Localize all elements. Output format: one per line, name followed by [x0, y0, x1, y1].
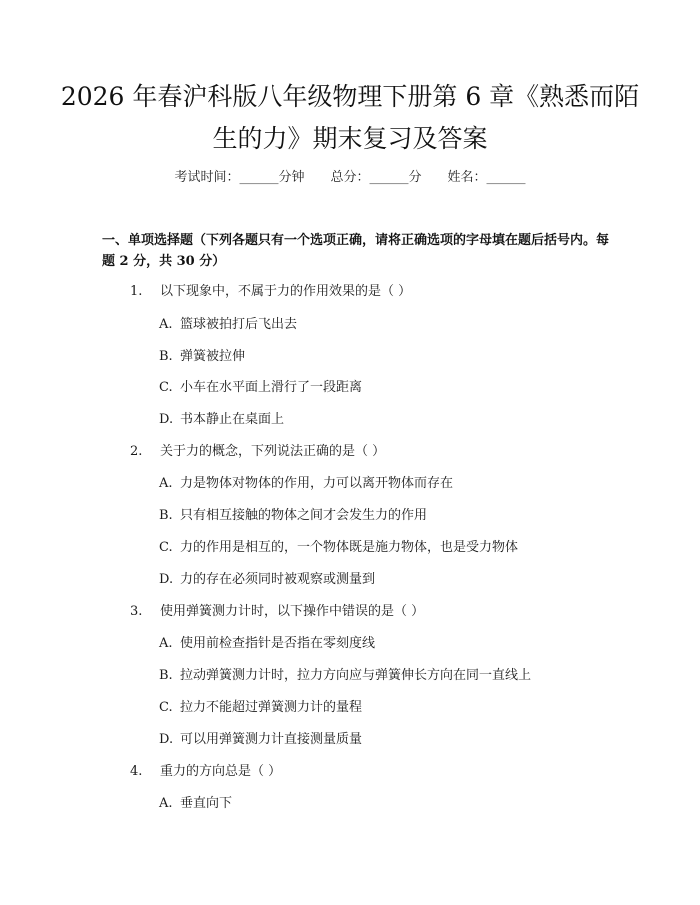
question-3-option-d	[159, 730, 362, 750]
question-number: 4.	[130, 764, 143, 779]
question-3-option-c	[159, 698, 362, 718]
option-text: 书本静止在桌面上	[180, 412, 285, 427]
question-text: 以下现象中，不属于力的作用效果的是（ ）	[160, 284, 412, 299]
question-text: 关于力的概念，下列说法正确的是（ ）	[160, 444, 386, 459]
option-text: 垂直向下	[180, 796, 233, 811]
question-4	[130, 762, 281, 782]
option-letter: D.	[159, 732, 174, 747]
option-text: 力的作用是相互的，一个物体既是施力物体，也是受力物体	[180, 540, 519, 555]
question-1-option-c	[159, 378, 362, 398]
question-2-option-d	[159, 570, 375, 590]
exam-time-label: 考试时间：______分钟	[174, 170, 305, 185]
question-text: 使用弹簧测力计时，以下操作中错误的是（ ）	[160, 604, 425, 619]
option-letter: A.	[159, 636, 173, 651]
exam-score-label: 总分：______分	[330, 170, 422, 185]
question-1	[130, 282, 411, 302]
option-text: 只有相互接触的物体之间才会发生力的作用	[180, 508, 428, 523]
question-1-option-b	[159, 347, 245, 367]
question-2-option-a	[159, 474, 453, 494]
question-4-option-a	[159, 794, 232, 814]
question-number: 1.	[130, 284, 143, 299]
question-2-option-c	[159, 538, 518, 558]
option-text: 使用前检查指针是否指在零刻度线	[180, 636, 376, 651]
option-letter: B.	[159, 349, 173, 364]
option-letter: C.	[159, 700, 173, 715]
option-text: 可以用弹簧测力计直接测量质量	[180, 732, 363, 747]
option-letter: D.	[159, 572, 174, 587]
question-number: 2.	[130, 444, 143, 459]
option-letter: C.	[159, 380, 173, 395]
option-text: 小车在水平面上滑行了一段距离	[180, 380, 363, 395]
question-text: 重力的方向总是（ ）	[160, 764, 282, 779]
option-text: 拉力不能超过弹簧测力计的量程	[180, 700, 363, 715]
option-text: 力是物体对物体的作用，力可以离开物体而存在	[180, 476, 454, 491]
option-text: 篮球被拍打后飞出去	[180, 317, 298, 332]
option-letter: D.	[159, 412, 174, 427]
section-heading: 一、单项选择题（下列各题只有一个选项正确，请将正确选项的字母填在题后括号内。每题 2 分，共 30 分）	[102, 233, 610, 269]
option-text: 拉动弹簧测力计时，拉力方向应与弹簧伸长方向在同一直线上	[180, 668, 532, 683]
document-title: 2026 年春沪科版八年级物理下册第 6 章《熟悉而陌生的力》期末复习及答案	[60, 82, 640, 153]
exam-meta	[0, 168, 700, 188]
question-number: 3.	[130, 604, 143, 619]
question-3-option-a	[159, 634, 375, 654]
question-3	[130, 602, 424, 622]
option-letter: B.	[159, 668, 173, 683]
exam-name-label: 姓名：______	[447, 170, 526, 185]
question-1-option-a	[159, 315, 297, 335]
question-1-option-d	[159, 410, 284, 430]
option-letter: A.	[159, 476, 173, 491]
question-2-option-b	[159, 506, 427, 526]
option-letter: B.	[159, 508, 173, 523]
question-3-option-b	[159, 666, 531, 686]
option-letter: C.	[159, 540, 173, 555]
option-text: 力的存在必须同时被观察或测量到	[180, 572, 376, 587]
option-letter: A.	[159, 317, 173, 332]
question-2	[130, 442, 385, 462]
option-letter: A.	[159, 796, 173, 811]
option-text: 弹簧被拉伸	[180, 349, 246, 364]
